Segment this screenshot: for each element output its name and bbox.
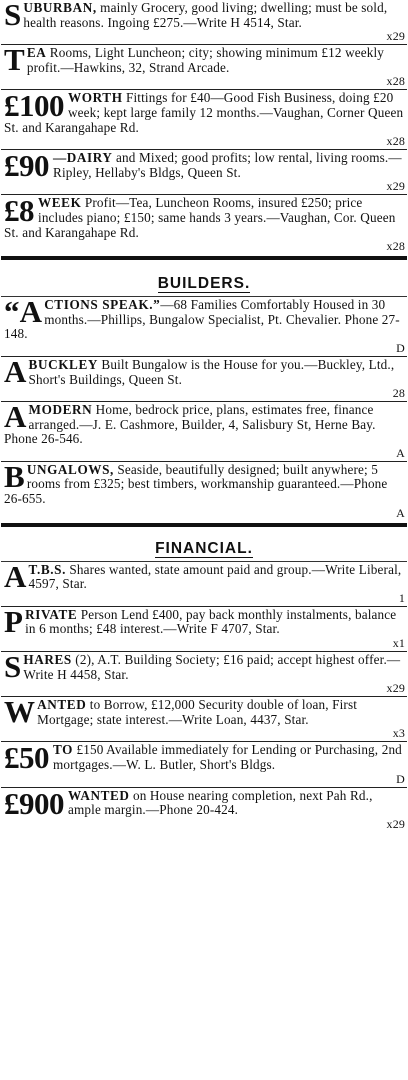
drop-cap: T [4,42,25,78]
ad-lead: —DAIRY [53,150,113,166]
ad-text: Profit—Tea, Luncheon Rooms, insured £250; price includes piano; £150; same hands 3 years.—Vaughan, Cor. Queen St. and Karangahape Rd. [4,195,396,240]
ad-text: on House nearing completion, next Pah Rd., ample margin.—Phone 20-424. [68,787,373,818]
ad-text: mainly Grocery, good living; dwelling; must be sold, health reasons. Ingoing £275.—Write H 4514, Star. [23,0,388,30]
ad-tea-rooms [0,42,408,89]
ad-lead: WORTH [68,90,123,106]
ad-actions-speak [0,294,408,356]
section-divider [1,256,407,260]
ad-code: A [396,505,405,520]
ad-code: x3 [392,726,405,741]
section-divider [1,523,407,527]
drop-cap: S [4,649,22,685]
drop-cap: B [4,458,25,494]
ad-text: Shares wanted, state amount paid and group.—Write Liberal, 4597, Star. [28,561,402,592]
ad-text: and Mixed; good profits; low rental, living rooms.—Ripley, Hellaby's Bldgs, Queen St. [53,150,402,180]
ad-wanted-borrow [0,694,408,741]
section-heading-builders: BUILDERS. [157,275,251,293]
ad-text: to Borrow, £12,000 Security double of loan, First Mortgage; state interest.—Write Loan, 4437, Star. [37,697,358,727]
ad-bungalows-seaside [0,458,408,521]
price-cap: £100 [4,88,64,124]
ad-lead: EA [26,45,47,61]
ad-week-profit-8 [0,195,408,254]
ad-lead: T.B.S. [28,561,66,577]
ad-modern-home [0,399,408,461]
ad-code: x29 [386,29,405,44]
ad-code: x28 [386,239,405,254]
drop-cap: A [4,558,27,594]
ad-text: (2), A.T. Building Society; £16 paid; accept highest offer.—Write H 4458, Star. [23,652,401,682]
ad-lead: UBURBAN, [23,0,97,15]
ad-lead: HARES [23,652,72,668]
section-heading-financial: FINANCIAL. [155,539,253,557]
ad-text: Fittings for £40—Good Fish Business, doing £20 week; kept large family 12 months.—Vaughan, Corner Queen St. and Karangahape Rd. [4,90,404,135]
ad-code: A [396,445,405,460]
price-cap: £900 [4,785,64,821]
price-cap: £90 [4,148,49,184]
ad-code: x28 [386,134,405,149]
ad-lead: BUCKLEY [28,356,98,372]
ad-private-lend [0,603,408,651]
drop-cap: P [4,603,24,639]
ad-text: Seaside, beautifully designed; built anywhere; 5 rooms from £325; best timbers, workmanship guaranteed.—Phone 26-655. [4,461,388,507]
ad-lead: UNGALOWS, [26,461,114,477]
ad-code: x29 [386,179,405,194]
ad-text: Rooms, Light Luncheon; city; showing minimum £12 weekly profit.—Hawkins, 32, Strand Arcade. [26,45,385,75]
ad-buckley-bungalow [0,353,408,401]
ad-code: 1 [398,590,405,605]
ad-code: 28 [392,386,405,401]
ad-text: Person Lend £400, pay back monthly instalments, balance in 6 months; £48 interest.—Write F 4707, Star. [25,606,397,637]
ad-fittings-100 [0,90,408,149]
drop-cap: A [4,399,27,435]
ad-dairy-90 [0,150,408,194]
ad-wanted-900 [0,785,408,832]
ad-suburban-grocery [0,0,408,44]
ad-code: x29 [386,681,405,696]
ad-code: x28 [386,74,405,89]
ad-text: £150 Available immediately for Lending or Purchasing, 2nd mortgages.—W. L. Butler, Short's Bldgs. [53,742,402,772]
ad-lending-50 [0,742,408,786]
ad-lead: WANTED [68,787,130,803]
ad-shares-building-society [0,649,408,696]
ad-text: —68 Families Comfortably Housed in 30 months.—Phillips, Bungalow Specialist, Pt. Chevalier. Phone 27-148. [4,297,400,342]
drop-cap: “A [4,294,43,330]
ad-lead: MODERN [28,402,93,418]
ad-text: Built Bungalow is the House for you.—Buckley, Ltd., Short's Buildings, Queen St. [28,356,395,387]
drop-cap: W [4,694,36,730]
ad-lead: TO [53,742,74,758]
ad-code: D [396,771,405,786]
ad-code: x1 [392,636,405,651]
ad-lead: CTIONS SPEAK.” [44,297,161,313]
ad-lead: ANTED [37,697,87,713]
ad-text: Home, bedrock price, plans, estimates free, finance arranged.—J. E. Cashmore, Builder, 4, Salisbury St, Herne Bay. Phone 26-546. [4,402,376,447]
drop-cap: S [4,0,22,32]
price-cap: £50 [4,740,49,776]
ad-code: x29 [386,816,405,831]
price-cap: £8 [4,193,34,229]
ad-lead: WEEK [38,195,82,211]
ad-code: D [396,340,405,355]
ad-atbs-shares [0,558,408,606]
drop-cap: A [4,353,27,389]
ad-lead: RIVATE [25,606,78,622]
